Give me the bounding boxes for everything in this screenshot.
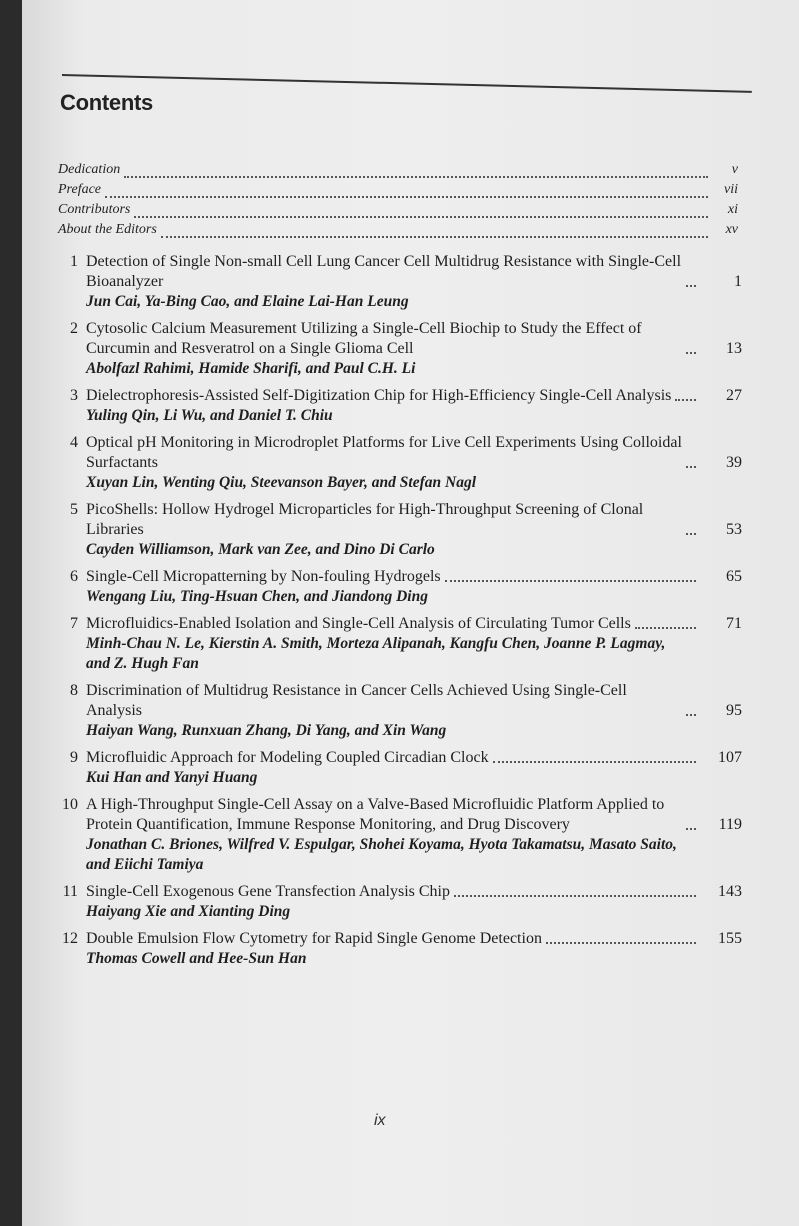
front-matter-label: Contributors [58,202,131,217]
chapter-title: Dielectrophoresis-Assisted Self-Digitization Chip for High-Efficiency Single-Cell Analysis [86,387,672,404]
chapter-authors: Minh-Chau N. Le, Kierstin A. Smith, Morteza Alipanah, Kangfu Chen, Joanne P. Lagmay, and Z. Hugh Fan [86,635,666,672]
chapter-authors: Jonathan C. Briones, Wilfred V. Espulgar, Shohei Koyama, Hyota Takamatsu, Masato Saito, and Eiichi Tamiya [86,836,677,873]
chapter-number: 4 [70,434,78,451]
leader-dots [686,714,696,716]
chapter-title: Microfluidics-Enabled Isolation and Single-Cell Analysis of Circulating Tumor Cells [86,615,631,632]
leader-dots [134,206,708,218]
chapter-page: 53 [726,521,742,538]
chapter-title: Cytosolic Calcium Measurement Utilizing a Single-Cell Biochip to Study the Effect of Curcumin and Resveratrol on a Single Glioma Cell [86,320,642,357]
chapter-page: 27 [726,387,742,404]
chapter-entry [52,319,742,379]
leader-dots [124,166,708,178]
leader-dots [686,352,696,354]
chapter-entry [52,614,742,674]
front-matter-label: Preface [58,182,102,197]
chapter-number: 9 [70,749,78,766]
front-matter-label: Dedication [58,162,121,177]
chapter-title: PicoShells: Hollow Hydrogel Microparticles for High-Throughput Screening of Clonal Libraries [86,501,644,538]
chapter-title: A High-Throughput Single-Cell Assay on a Valve-Based Microfluidic Platform Applied to Protein Quantification, Immune Response Monitoring, and Drug Discovery [86,796,665,833]
page-title: Contents [60,90,153,115]
front-matter-page: v [731,162,738,177]
chapter-title: Microfluidic Approach for Modeling Coupled Circadian Clock [86,749,489,766]
leader-dots [686,828,696,830]
chapter-authors: Thomas Cowell and Hee-Sun Han [86,950,307,967]
leader-dots [105,186,708,198]
chapter-number: 1 [70,253,78,270]
chapter-authors: Xuyan Lin, Wenting Qiu, Steevanson Bayer, and Stefan Nagl [86,474,477,491]
header-rule [62,74,752,93]
leader-dots [635,627,696,629]
chapter-entry [52,500,742,560]
front-matter-page: xi [727,202,738,217]
chapter-authors: Kui Han and Yanyi Huang [86,769,258,786]
front-matter-item [58,182,738,202]
chapter-title: Detection of Single Non-small Cell Lung Cancer Cell Multidrug Resistance with Single-Cell Bioanalyzer [86,253,682,290]
chapter-title: Optical pH Monitoring in Microdroplet Platforms for Live Cell Experiments Using Colloidal Surfactants [86,434,682,471]
chapter-entry [52,882,742,922]
leader-dots [686,466,696,468]
chapter-page: 1 [734,273,742,290]
chapter-entry [52,433,742,493]
chapter-page: 119 [718,816,742,833]
chapter-entry [52,386,742,426]
chapter-page: 13 [726,340,742,357]
chapter-authors: Yuling Qin, Li Wu, and Daniel T. Chiu [86,407,333,424]
chapter-page: 95 [726,702,742,719]
leader-dots [454,895,696,897]
chapter-entry [52,567,742,607]
leader-dots [675,399,696,401]
chapter-title: Single-Cell Micropatterning by Non-fouling Hydrogels [86,568,441,585]
chapter-list [52,252,742,976]
chapter-page: 71 [726,615,742,632]
chapter-number: 11 [62,883,78,900]
chapter-number: 2 [70,320,78,337]
leader-dots [161,226,708,238]
chapter-number: 7 [70,615,78,632]
chapter-number: 8 [70,682,78,699]
book-page [22,0,799,1226]
chapter-title: Single-Cell Exogenous Gene Transfection Analysis Chip [86,883,450,900]
chapter-number: 6 [70,568,78,585]
front-matter-page: xv [725,222,738,237]
chapter-entry [52,929,742,969]
chapter-number: 12 [62,930,78,947]
leader-dots [445,580,696,582]
leader-dots [493,761,696,763]
chapter-entry [52,252,742,312]
chapter-number: 10 [62,796,78,813]
front-matter-item [58,162,738,182]
chapter-entry [52,795,742,875]
chapter-page: 39 [726,454,742,471]
front-matter-item [58,202,738,222]
chapter-page: 107 [718,749,742,766]
front-matter-label: About the Editors [58,222,157,237]
front-matter-list [58,162,738,242]
chapter-authors: Abolfazl Rahimi, Hamide Sharifi, and Paul C.H. Li [86,360,416,377]
chapter-page: 155 [718,930,742,947]
leader-dots [686,533,696,535]
chapter-authors: Haiyang Xie and Xianting Ding [86,903,291,920]
chapter-authors: Haiyan Wang, Runxuan Zhang, Di Yang, and Xin Wang [86,722,447,739]
chapter-number: 3 [70,387,78,404]
chapter-page: 143 [718,883,742,900]
chapter-title: Double Emulsion Flow Cytometry for Rapid Single Genome Detection [86,930,542,947]
page-number: ix [374,1112,386,1129]
front-matter-item [58,222,738,242]
chapter-authors: Wengang Liu, Ting-Hsuan Chen, and Jiandong Ding [86,588,428,605]
chapter-authors: Jun Cai, Ya-Bing Cao, and Elaine Lai-Han Leung [86,293,409,310]
front-matter-page: vii [724,182,738,197]
leader-dots [546,942,696,944]
chapter-authors: Cayden Williamson, Mark van Zee, and Dino Di Carlo [86,541,435,558]
chapter-page: 65 [726,568,742,585]
chapter-entry [52,748,742,788]
chapter-title: Discrimination of Multidrug Resistance in Cancer Cells Achieved Using Single-Cell Analysis [86,682,627,719]
chapter-number: 5 [70,501,78,518]
chapter-entry [52,681,742,741]
leader-dots [686,285,696,287]
